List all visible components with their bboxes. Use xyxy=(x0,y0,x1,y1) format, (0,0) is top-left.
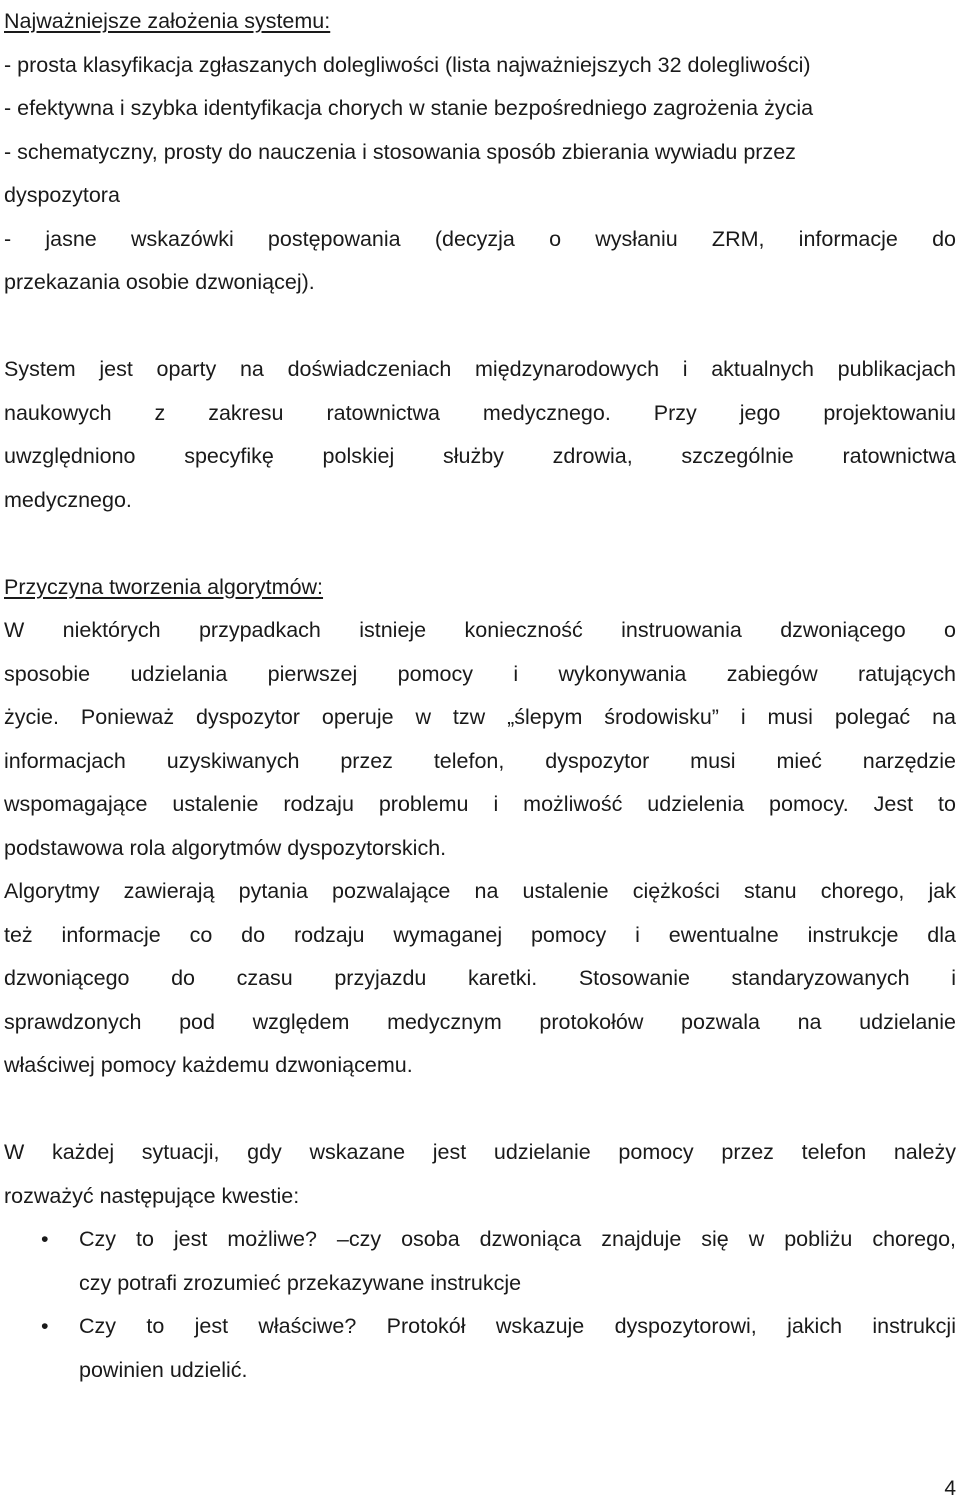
text-line: System jest oparty na doświadczeniach międzynarodowych i aktualnych publikacjach xyxy=(4,357,956,381)
text-line: wspomagające ustalenie rodzaju problemu i możliwość udzielenia pomocy. Jest to xyxy=(4,792,956,816)
text-line: informacjach uzyskiwanych przez telefon, dyspozytor musi mieć narzędzie xyxy=(4,748,956,773)
text-line: sprawdzonych pod względem medycznym protokołów pozwala na udzielanie xyxy=(4,1009,956,1034)
bullet-icon: • xyxy=(41,1227,49,1251)
text-line: dyspozytora xyxy=(4,183,120,207)
bullet-line xyxy=(4,1349,956,1393)
text-line: życie. Ponieważ dyspozytor operuje w tzw „ślepym środowisku” i musi polegać na xyxy=(4,705,956,729)
bullet-line xyxy=(4,1218,956,1262)
paragraph-gap xyxy=(4,305,956,349)
document-page xyxy=(4,0,956,1392)
page-number: 4 xyxy=(944,1477,956,1500)
bullet-text: Czy to jest właściwe? Protokół wskazuje dyspozytorowi, jakich instrukcji xyxy=(79,1314,956,1338)
text-line: podstawowa rola algorytmów dyspozytorskich. xyxy=(4,835,447,860)
bullet-text: czy potrafi zrozumieć przekazywane instrukcje xyxy=(79,1270,522,1295)
text-line: - prosta klasyfikacja zgłaszanych dolegliwości (lista najważniejszych 32 dolegliwości) xyxy=(4,52,811,77)
bullet-icon: • xyxy=(41,1314,49,1338)
text-line: przekazania osobie dzwoniącej). xyxy=(4,270,315,294)
text-line: rozważyć następujące kwestie: xyxy=(4,1183,300,1208)
text-line: - jasne wskazówki postępowania (decyzja o wysłaniu ZRM, informacje do xyxy=(4,226,956,251)
bullet-text: Czy to jest możliwe? –czy osoba dzwoniąca znajduje się w pobliżu chorego, xyxy=(79,1227,956,1251)
text-line: - efektywna i szybka identyfikacja chorych w stanie bezpośredniego zagrożenia życia xyxy=(4,96,814,120)
section-heading-algorithm-reason: Przyczyna tworzenia algorytmów: xyxy=(4,574,324,599)
bullet-line xyxy=(4,1262,956,1306)
text-line: - schematyczny, prosty do nauczenia i stosowania sposób zbierania wywiadu przez xyxy=(4,139,796,164)
text-line: Algorytmy zawierają pytania pozwalające na ustalenie ciężkości stanu chorego, jak xyxy=(4,879,956,903)
bullet-text: powinien udzielić. xyxy=(79,1357,248,1382)
paragraph-gap xyxy=(4,1088,956,1132)
list-item xyxy=(4,1305,956,1392)
text-line: naukowych z zakresu ratownictwa medycznego. Przy jego projektowaniu xyxy=(4,400,956,425)
text-line: też informacje co do rodzaju wymaganej pomocy i ewentualne instrukcje dla xyxy=(4,922,956,947)
paragraph-gap xyxy=(4,522,956,566)
list-item xyxy=(4,1218,956,1305)
text-line: właściwej pomocy każdemu dzwoniącemu. xyxy=(4,1053,413,1077)
section-heading-system-assumptions: Najważniejsze założenia systemu: xyxy=(4,9,331,33)
text-line: uwzględniono specyfikę polskiej służby zdrowia, szczególnie ratownictwa xyxy=(4,444,956,468)
bullet-line xyxy=(4,1305,956,1349)
text-line: medycznego. xyxy=(4,487,132,512)
text-line: dzwoniącego do czasu przyjazdu karetki. Stosowanie standaryzowanych i xyxy=(4,966,956,990)
text-line: sposobie udzielania pierwszej pomocy i wykonywania zabiegów ratujących xyxy=(4,661,956,686)
text-line: W każdej sytuacji, gdy wskazane jest udzielanie pomocy przez telefon należy xyxy=(4,1140,956,1164)
text-line: W niektórych przypadkach istnieje konieczność instruowania dzwoniącego o xyxy=(4,618,956,642)
